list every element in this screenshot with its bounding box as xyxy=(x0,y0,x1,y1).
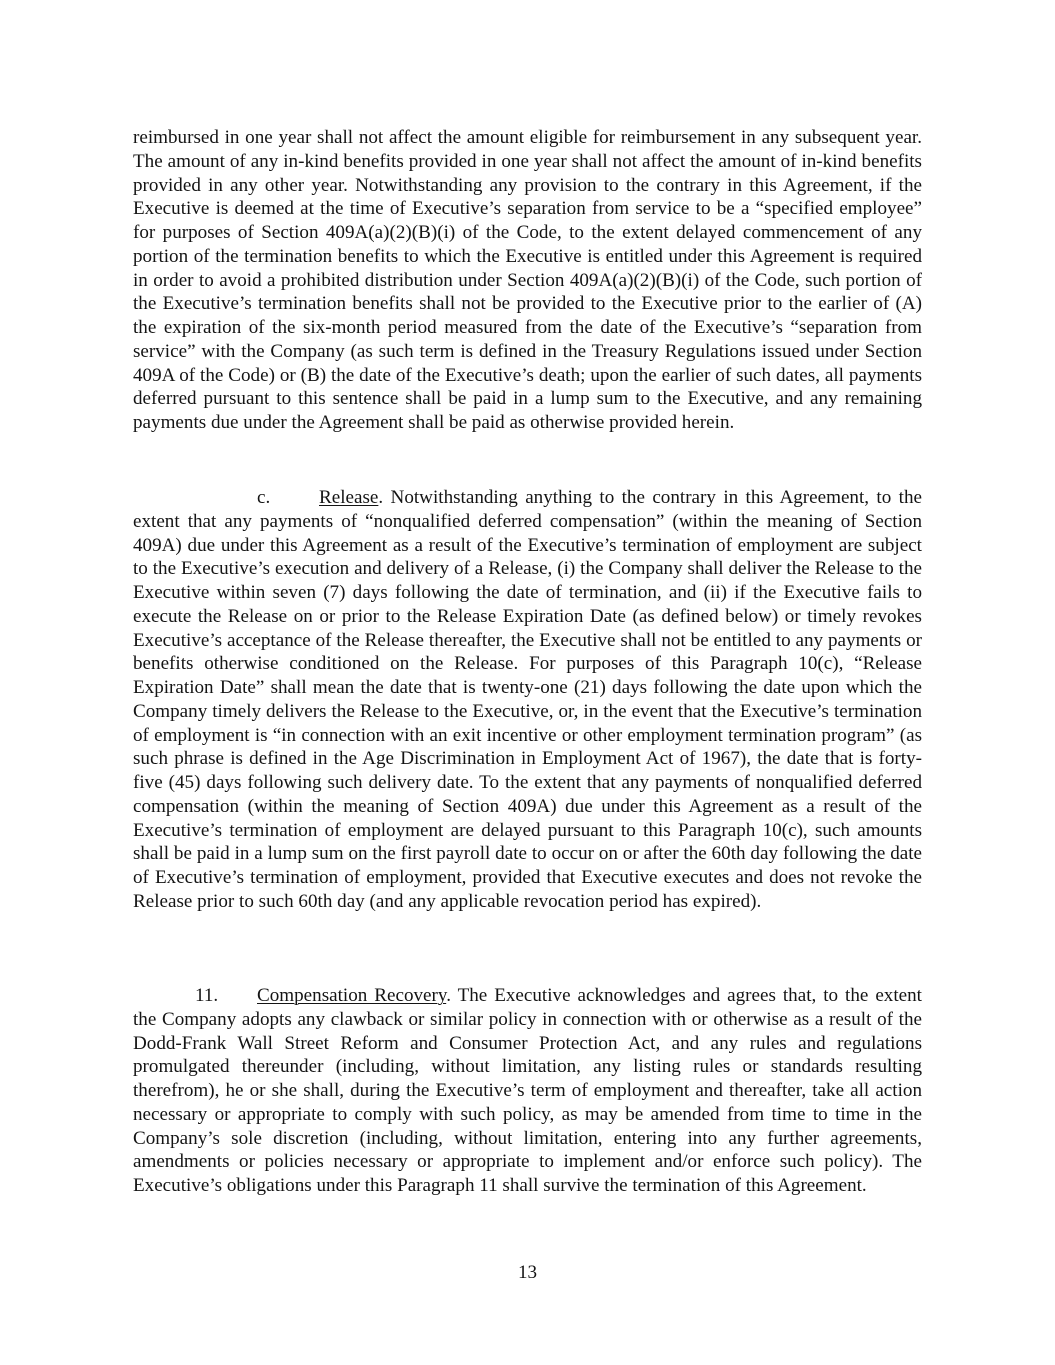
section-number-c: c. xyxy=(257,487,271,508)
section-body-release: . Notwithstanding anything to the contrary in this Agreement, to the extent that any payments of “nonqualified deferred compensation” (within the meaning of Section 409A) due under this Agreement as a result of the Executive’s termination of employment are subject to the Executive’s execution and delivery of a Release, (i) the Company shall deliver the Release to the Executive within seven (7) days following the date of termination, and (ii) if the Executive fails to execute the Release on or prior to the Release Expiration Date (as defined below) or timely revokes Executive’s acceptance of the Release thereafter, the Executive shall not be entitled to any payments or benefits otherwise conditioned on the Release. For purposes of this Paragraph 10(c), “Release Expiration Date” shall mean the date that is twenty-one (21) days following the date upon which the Company timely delivers the Release to the Executive, or, in the event that the Executive’s termination of employment is “in connection with an exit incentive or other employment termination program” (as such phrase is defined in the Age Discrimination in Employment Act of 1967), the date that is forty-five (45) days following such delivery date. To the extent that any payments of nonqualified deferred compensation (within the meaning of Section 409A) due under this Agreement as a result of the Executive’s termination of employment are delayed pursuant to this Paragraph 10(c), such amounts shall be paid in a lump sum on the first payroll date to occur on or after the 60th day following the date of Executive’s termination of employment, provided that Executive executes and does not revoke the Release prior to such 60th day (and any applicable revocation period has expired). xyxy=(133,487,922,912)
paragraph-release xyxy=(133,486,922,914)
paragraph-reimbursement-continuation: reimbursed in one year shall not affect the amount eligible for reimbursement in any subsequent year. The amount of any in-kind benefits provided in one year shall not affect the amount of in-kind benefits provided in any other year. Notwithstanding any provision to the contrary in this Agreement, if the Executive is deemed at the time of Executive’s separation from service to be a “specified employee” for purposes of Section 409A(a)(2)(B)(i) of the Code, to the extent delayed commencement of any portion of the termination benefits to which the Executive is entitled under this Agreement is required in order to avoid a prohibited distribution under Section 409A(a)(2)(B)(i) of the Code, such portion of the Executive’s termination benefits shall not be provided to the Executive prior to the earlier of (A) the expiration of the six-month period measured from the date of the Executive’s “separation from service” with the Company (as such term is defined in the Treasury Regulations issued under Section 409A of the Code) or (B) the date of the Executive’s death; upon the earlier of such dates, all payments deferred pursuant to this sentence shall be paid in a lump sum to the Executive, and any remaining payments due under the Agreement shall be paid as otherwise provided herein. xyxy=(133,127,922,433)
section-number-11: 11. xyxy=(195,985,219,1006)
section-body-compensation-recovery: . The Executive acknowledges and agrees that, to the extent the Company adopts any clawback or similar policy in connection with or otherwise as a result of the Dodd-Frank Wall Street Reform and Consumer Protection Act, and any rules and regulations promulgated thereunder (including, without limitation, any listing rules or standards resulting therefrom), he or she shall, during the Executive’s term of employment and thereafter, take all action necessary or appropriate to comply with such policy, as may be amended from time to time in the Company’s sole discretion (including, without limitation, entering into any further agreements, amendments or policies necessary or appropriate to implement and/or enforce such policy). The Executive’s obligations under this Paragraph 11 shall survive the termination of this Agreement. xyxy=(133,985,922,1196)
section-heading-release: Release xyxy=(319,487,379,508)
section-heading-compensation-recovery: Compensation Recovery xyxy=(257,985,447,1006)
paragraph-compensation-recovery xyxy=(133,984,922,1198)
page-number: 13 xyxy=(517,1262,538,1283)
